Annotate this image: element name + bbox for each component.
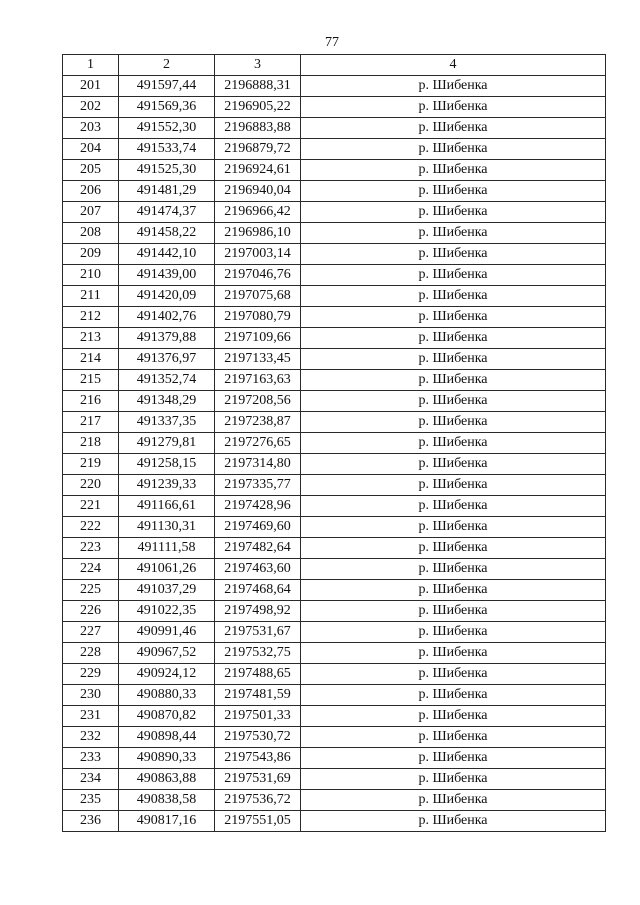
x-coordinate-cell: 491379,88 [119,328,215,349]
y-coordinate-cell: 2197488,65 [215,664,301,685]
x-coordinate-cell: 490880,33 [119,685,215,706]
y-coordinate-cell: 2197046,76 [215,265,301,286]
x-coordinate-cell: 491597,44 [119,76,215,97]
x-coordinate-cell: 491402,76 [119,307,215,328]
object-name-cell: р. Шибенка [301,118,606,139]
y-coordinate-cell: 2197335,77 [215,475,301,496]
y-coordinate-cell: 2196888,31 [215,76,301,97]
y-coordinate-cell: 2197532,75 [215,643,301,664]
y-coordinate-cell: 2196940,04 [215,181,301,202]
table-row [63,139,606,160]
object-name-cell: р. Шибенка [301,307,606,328]
table-row [63,307,606,328]
x-coordinate-cell: 491061,26 [119,559,215,580]
table-row [63,790,606,811]
table-body [63,55,606,832]
x-coordinate-cell: 491166,61 [119,496,215,517]
point-number-cell: 210 [63,265,119,286]
y-coordinate-cell: 2197531,67 [215,622,301,643]
object-name-cell: р. Шибенка [301,328,606,349]
x-coordinate-cell: 490890,33 [119,748,215,769]
point-number-cell: 232 [63,727,119,748]
object-name-cell: р. Шибенка [301,139,606,160]
point-number-cell: 202 [63,97,119,118]
x-coordinate-cell: 490924,12 [119,664,215,685]
x-coordinate-cell: 490870,82 [119,706,215,727]
point-number-cell: 211 [63,286,119,307]
point-number-cell: 233 [63,748,119,769]
table-row [63,769,606,790]
table-row [63,223,606,244]
object-name-cell: р. Шибенка [301,811,606,832]
table-row [63,328,606,349]
x-coordinate-cell: 490991,46 [119,622,215,643]
y-coordinate-cell: 2197551,05 [215,811,301,832]
object-name-cell: р. Шибенка [301,433,606,454]
object-name-cell: р. Шибенка [301,223,606,244]
table-row [63,643,606,664]
x-coordinate-cell: 491348,29 [119,391,215,412]
y-coordinate-cell: 2197003,14 [215,244,301,265]
y-coordinate-cell: 2197531,69 [215,769,301,790]
y-coordinate-cell: 2197530,72 [215,727,301,748]
object-name-cell: р. Шибенка [301,517,606,538]
x-coordinate-cell: 491569,36 [119,97,215,118]
y-coordinate-cell: 2197428,96 [215,496,301,517]
x-coordinate-cell: 491439,00 [119,265,215,286]
x-coordinate-cell: 491022,35 [119,601,215,622]
point-number-cell: 231 [63,706,119,727]
page-number: 77 [325,35,339,50]
table-row [63,118,606,139]
y-coordinate-cell: 2196986,10 [215,223,301,244]
x-coordinate-cell: 491525,30 [119,160,215,181]
point-number-cell: 203 [63,118,119,139]
point-number-cell: 221 [63,496,119,517]
x-coordinate-cell: 491037,29 [119,580,215,601]
x-coordinate-cell: 491352,74 [119,370,215,391]
point-number-cell: 228 [63,643,119,664]
column-header-number: 1 [63,55,119,76]
object-name-cell: р. Шибенка [301,286,606,307]
y-coordinate-cell: 2197498,92 [215,601,301,622]
table-row [63,160,606,181]
table-row [63,601,606,622]
x-coordinate-cell: 491376,97 [119,349,215,370]
object-name-cell: р. Шибенка [301,244,606,265]
point-number-cell: 209 [63,244,119,265]
x-coordinate-cell: 491474,37 [119,202,215,223]
table-row [63,349,606,370]
point-number-cell: 220 [63,475,119,496]
point-number-cell: 222 [63,517,119,538]
object-name-cell: р. Шибенка [301,538,606,559]
column-header-y: 3 [215,55,301,76]
object-name-cell: р. Шибенка [301,790,606,811]
x-coordinate-cell: 490898,44 [119,727,215,748]
table-row [63,454,606,475]
coordinates-table [62,54,606,832]
object-name-cell: р. Шибенка [301,454,606,475]
x-coordinate-cell: 491239,33 [119,475,215,496]
x-coordinate-cell: 491111,58 [119,538,215,559]
table-row [63,811,606,832]
y-coordinate-cell: 2197536,72 [215,790,301,811]
point-number-cell: 219 [63,454,119,475]
point-number-cell: 214 [63,349,119,370]
object-name-cell: р. Шибенка [301,643,606,664]
point-number-cell: 234 [63,769,119,790]
object-name-cell: р. Шибенка [301,391,606,412]
point-number-cell: 227 [63,622,119,643]
table-row [63,97,606,118]
object-name-cell: р. Шибенка [301,727,606,748]
table-row [63,76,606,97]
y-coordinate-cell: 2197314,80 [215,454,301,475]
table-row [63,475,606,496]
point-number-cell: 212 [63,307,119,328]
table-row [63,202,606,223]
point-number-cell: 225 [63,580,119,601]
table-row [63,685,606,706]
y-coordinate-cell: 2196879,72 [215,139,301,160]
table-row [63,538,606,559]
y-coordinate-cell: 2197238,87 [215,412,301,433]
table-row [63,706,606,727]
y-coordinate-cell: 2197543,86 [215,748,301,769]
point-number-cell: 213 [63,328,119,349]
y-coordinate-cell: 2197276,65 [215,433,301,454]
x-coordinate-cell: 491420,09 [119,286,215,307]
point-number-cell: 218 [63,433,119,454]
x-coordinate-cell: 491481,29 [119,181,215,202]
object-name-cell: р. Шибенка [301,685,606,706]
point-number-cell: 205 [63,160,119,181]
x-coordinate-cell: 491130,31 [119,517,215,538]
y-coordinate-cell: 2197075,68 [215,286,301,307]
table-row [63,265,606,286]
table-row [63,433,606,454]
object-name-cell: р. Шибенка [301,580,606,601]
table-row [63,580,606,601]
object-name-cell: р. Шибенка [301,496,606,517]
y-coordinate-cell: 2196905,22 [215,97,301,118]
table-header-row [63,55,606,76]
object-name-cell: р. Шибенка [301,706,606,727]
table-row [63,727,606,748]
y-coordinate-cell: 2197080,79 [215,307,301,328]
object-name-cell: р. Шибенка [301,349,606,370]
object-name-cell: р. Шибенка [301,622,606,643]
table-row [63,748,606,769]
x-coordinate-cell: 491458,22 [119,223,215,244]
y-coordinate-cell: 2197481,59 [215,685,301,706]
column-header-name: 4 [301,55,606,76]
point-number-cell: 201 [63,76,119,97]
point-number-cell: 204 [63,139,119,160]
table-row [63,517,606,538]
object-name-cell: р. Шибенка [301,664,606,685]
table-row [63,244,606,265]
y-coordinate-cell: 2196883,88 [215,118,301,139]
point-number-cell: 206 [63,181,119,202]
y-coordinate-cell: 2197109,66 [215,328,301,349]
x-coordinate-cell: 490863,88 [119,769,215,790]
x-coordinate-cell: 490817,16 [119,811,215,832]
object-name-cell: р. Шибенка [301,370,606,391]
object-name-cell: р. Шибенка [301,160,606,181]
y-coordinate-cell: 2197163,63 [215,370,301,391]
object-name-cell: р. Шибенка [301,265,606,286]
point-number-cell: 235 [63,790,119,811]
x-coordinate-cell: 491552,30 [119,118,215,139]
y-coordinate-cell: 2196924,61 [215,160,301,181]
point-number-cell: 229 [63,664,119,685]
y-coordinate-cell: 2197501,33 [215,706,301,727]
point-number-cell: 208 [63,223,119,244]
point-number-cell: 215 [63,370,119,391]
table-row [63,496,606,517]
object-name-cell: р. Шибенка [301,475,606,496]
table-row [63,664,606,685]
y-coordinate-cell: 2197463,60 [215,559,301,580]
object-name-cell: р. Шибенка [301,181,606,202]
x-coordinate-cell: 490967,52 [119,643,215,664]
table-row [63,391,606,412]
object-name-cell: р. Шибенка [301,76,606,97]
y-coordinate-cell: 2197469,60 [215,517,301,538]
object-name-cell: р. Шибенка [301,601,606,622]
x-coordinate-cell: 491533,74 [119,139,215,160]
table-row [63,622,606,643]
point-number-cell: 224 [63,559,119,580]
object-name-cell: р. Шибенка [301,559,606,580]
object-name-cell: р. Шибенка [301,748,606,769]
y-coordinate-cell: 2197468,64 [215,580,301,601]
x-coordinate-cell: 491337,35 [119,412,215,433]
point-number-cell: 226 [63,601,119,622]
table-row [63,559,606,580]
object-name-cell: р. Шибенка [301,202,606,223]
point-number-cell: 207 [63,202,119,223]
y-coordinate-cell: 2196966,42 [215,202,301,223]
object-name-cell: р. Шибенка [301,97,606,118]
column-header-x: 2 [119,55,215,76]
x-coordinate-cell: 491442,10 [119,244,215,265]
point-number-cell: 217 [63,412,119,433]
object-name-cell: р. Шибенка [301,412,606,433]
table-row [63,286,606,307]
y-coordinate-cell: 2197133,45 [215,349,301,370]
table-row [63,370,606,391]
x-coordinate-cell: 491279,81 [119,433,215,454]
point-number-cell: 223 [63,538,119,559]
y-coordinate-cell: 2197482,64 [215,538,301,559]
point-number-cell: 230 [63,685,119,706]
y-coordinate-cell: 2197208,56 [215,391,301,412]
point-number-cell: 216 [63,391,119,412]
table-row [63,412,606,433]
point-number-cell: 236 [63,811,119,832]
table-row [63,181,606,202]
object-name-cell: р. Шибенка [301,769,606,790]
x-coordinate-cell: 490838,58 [119,790,215,811]
x-coordinate-cell: 491258,15 [119,454,215,475]
